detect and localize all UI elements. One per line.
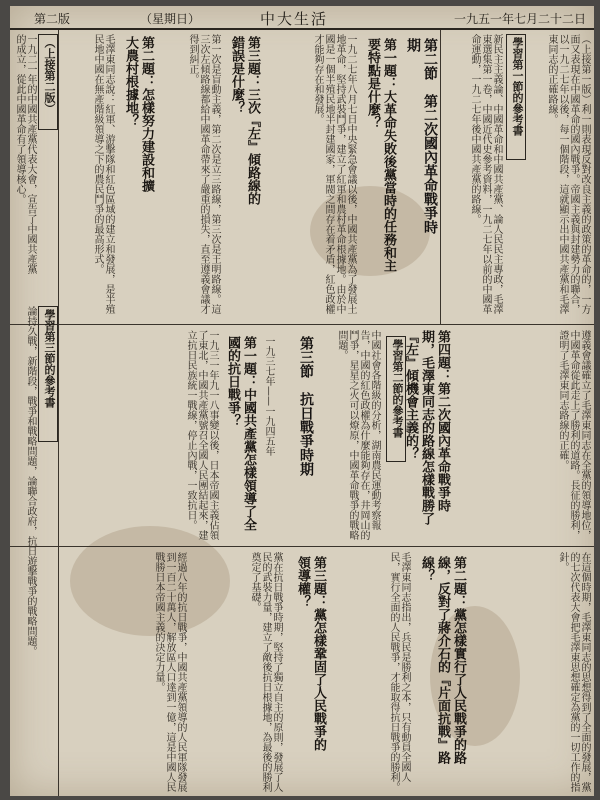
- left-column-text: 一九二一年的中國共產黨代表大會，宣告了中國共產黨的成立，從此中國革命有了領導核心。: [14, 34, 36, 274]
- page-number: 第二版: [34, 12, 71, 26]
- continued-label: （上接第二版）: [38, 34, 58, 130]
- issue-date: 一九五一年七月二十二日: [453, 12, 586, 26]
- question-two-body: 毛澤東同志說：紅軍、游擊隊和紅色區域的建立和發展，是半殖民地中國在無產階級領導之下的農民鬥爭的最高形式。: [92, 34, 114, 314]
- newspaper-page: [10, 6, 594, 796]
- bottom-left-text: 經過八年的抗日戰爭，中國共產黨領導的人民軍隊發展到一百二十萬人，解放區人口達到一億，這是中國人民戰勝日本帝國主義的決定力量。: [153, 552, 186, 792]
- column-divider: [440, 30, 441, 324]
- issue-weekday: （星期日）: [140, 12, 201, 26]
- study-one-title: 學習第一節的參考書: [506, 34, 526, 160]
- column-divider: [58, 30, 59, 796]
- question-four-title: 第四題：第二次國內革命戰爭時期，毛澤東同志的路線怎樣戰勝了『左』傾機會主義的？: [403, 330, 450, 525]
- article-continuation: （上接第一版）利一則表現反對改良主義的政策的革命的，一方面又表現在中國革命的國內戰爭。帝國主義與封建勢力的聯合，以一九二七年以後，每一個階段，這就顯示出中國共產黨和毛澤東同志的正確路線。: [546, 34, 590, 314]
- study-three-title: 學習第三節的參考書: [38, 306, 58, 442]
- question-three-title: 第三題：三次『左』傾路線的錯誤是什麼？: [229, 36, 260, 205]
- page-header: [10, 6, 594, 30]
- newspaper-name: 中大生活: [260, 10, 329, 28]
- bottom-right-text: 在這個時期，毛澤東同志的思想得到了全面的發展，黨的七次代表大會把毛澤東思想確定為黨的一切工作的指針。: [557, 552, 590, 792]
- study-two-title: 學習第二節的參考書: [386, 336, 406, 462]
- chapter-two-title: 第二節 第二次國內革命戰爭時期: [405, 38, 438, 234]
- chapter-three-years: 一九三七年——一九四五年: [263, 336, 274, 456]
- left-column-text: 論持久戰，新階段，戰爭和戰略問題，論聯合政府，抗日遊擊戰爭的戰略問題。: [25, 306, 36, 656]
- question-three-body: 第一次是盲動主義，第二次是立三路線，第三次是王明路線。這三次左傾路線都給中國革命帶來了嚴重的損失，直至遵義會議才得到糾正。: [187, 34, 220, 314]
- study-one-list: 新民主主義論、中國革命和中國共產黨、論人民民主專政，毛澤東選集第一卷，中國近代史參考資料，一九二七年以前的中國革命運動，一九二七年後中國共產黨的路線。: [469, 34, 502, 314]
- study-two-list: 中國社會各階級的分析，湖南農民運動考察報告，中國的紅色政權為什麼能夠存在，井岡山的鬥爭，星星之火可以燎原，中國革命戰爭的戰略問題。: [336, 330, 380, 540]
- section-divider: [10, 324, 594, 325]
- question-four-body: 遵義會議確立了毛澤東同志在全黨的領導地位，中國革命從此走上了勝利的道路。長征的勝利，證明了毛澤東同志路線的正確。: [557, 330, 590, 540]
- question-six-title: 第二題：黨怎樣實行了人民戰爭的路線，反對了蔣介石的『片面抗戰』路線？: [419, 556, 466, 764]
- question-five-body: 一九三一年九一八事變以後，日本帝國主義佔領了東北，中國共產黨號召全國人民團結起來，建立抗日民族統一戰線，停止內戰，一致抗日。: [185, 330, 218, 540]
- chapter-three-title: 第三節 抗日戰爭時期: [298, 336, 314, 476]
- question-five-title: 第一題：中國共產黨怎樣領導了全國的抗日戰爭？: [225, 336, 256, 531]
- question-one-title: 第一題：大革命失敗後黨當時的任務和主要特點是什麼？: [365, 38, 396, 272]
- question-one-body: 一九二七年八月七日中央緊急會議以後，中國共產黨為了發展土地革命，堅持武裝鬥爭，建立了紅軍和農村革命根據地。由於中國是一個半殖民地半封建國家，軍閥之間存在着矛盾，紅色政權才能夠存在和發展。: [312, 34, 356, 314]
- question-seven-title: 第三題：黨怎樣鞏固了人民戰爭的領導權？: [295, 556, 326, 751]
- section-divider: [10, 546, 594, 547]
- question-seven-body: 黨在抗日戰爭時期，堅持了獨立自主的原則，發展了人民的武裝力量，建立了敵後抗日根據地，為最後的勝利奠定了基礎。: [249, 552, 282, 792]
- question-two-title: 第二題：怎樣努力建設和擴大農村根據地？: [123, 36, 154, 192]
- question-six-body: 毛澤東同志指出，兵民是勝利之本，只有動員全國人民，實行全面的人民戰爭，才能取得抗日戰爭的勝利。: [388, 552, 410, 792]
